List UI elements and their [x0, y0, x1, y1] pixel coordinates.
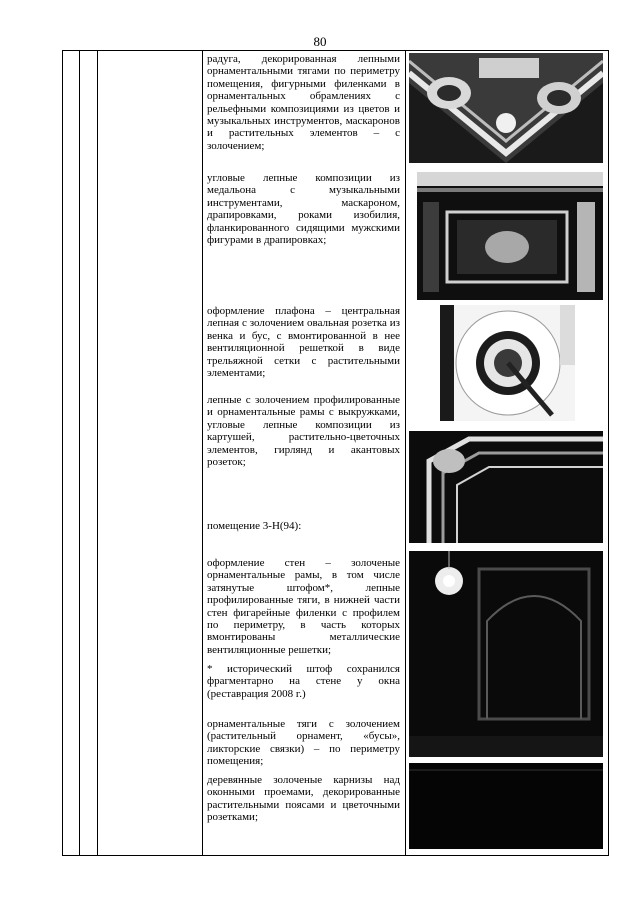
ceiling-rosette-photo [440, 305, 575, 421]
table-divider [97, 51, 98, 855]
description-paragraph: орнаментальные тяги с золочением (растительный орнамент, «бусы», ликторские связки) – по периметру помещения; [207, 718, 400, 768]
footnote-paragraph: * исторический штоф сохранился фрагментарно на стене у окна (реставрация 2008 г.) [207, 663, 400, 700]
cornice-dark-photo [409, 763, 603, 849]
document-table [62, 50, 609, 856]
table-divider [79, 51, 80, 855]
description-paragraph: угловые лепные композиции из медальона с музыкальными инструментами, маскароном, драпировками, роками изобилия, фланкированного сидящими мужскими фигурами в драпировках; [207, 172, 400, 247]
page-number: 80 [313, 34, 327, 49]
room-heading: помещение 3-Н(94): [207, 520, 302, 532]
ceiling-corner-stucco-photo [409, 53, 603, 163]
table-divider [202, 51, 203, 855]
corner-stucco-composition-photo [417, 172, 603, 300]
room-chandelier-photo [409, 551, 603, 757]
table-divider [405, 51, 406, 855]
description-paragraph: деревянные золоченые карнизы над оконными проемами, декорированные растительными поясами и цветочными розетками; [207, 774, 400, 824]
stucco-frame-corner-photo [409, 431, 603, 543]
description-paragraph: радуга, декорированная лепными орнаментальными тягами по периметру помещения, фигурными филенками в орнаментальных обрамлениях с рельефными композициями из цветов и музыкальных инструментов, маскаронов и растительных элементов – с золочением; [207, 53, 400, 152]
description-paragraph: оформление стен – золоченые орнаментальные рамы, в том числе затянутые штофом*, лепные профилированные тяги, в нижней части стен фигарейные филенки с профилем по периметру, в часть которых вмонтированы металлические вентиляционные решетки; [207, 557, 400, 656]
description-paragraph: оформление плафона – центральная лепная с золочением овальная розетка из венка и бус, с вмонтированной в нее вентиляционной решеткой в виде трельяжной сетки с растительными элементами; [207, 305, 400, 380]
description-paragraph: лепные с золочением профилированные и орнаментальные рамы с выкружками, угловые лепные композиции из картушей, растительно-цветочных элементов, гирлянд и акантовых розеток; [207, 394, 400, 469]
